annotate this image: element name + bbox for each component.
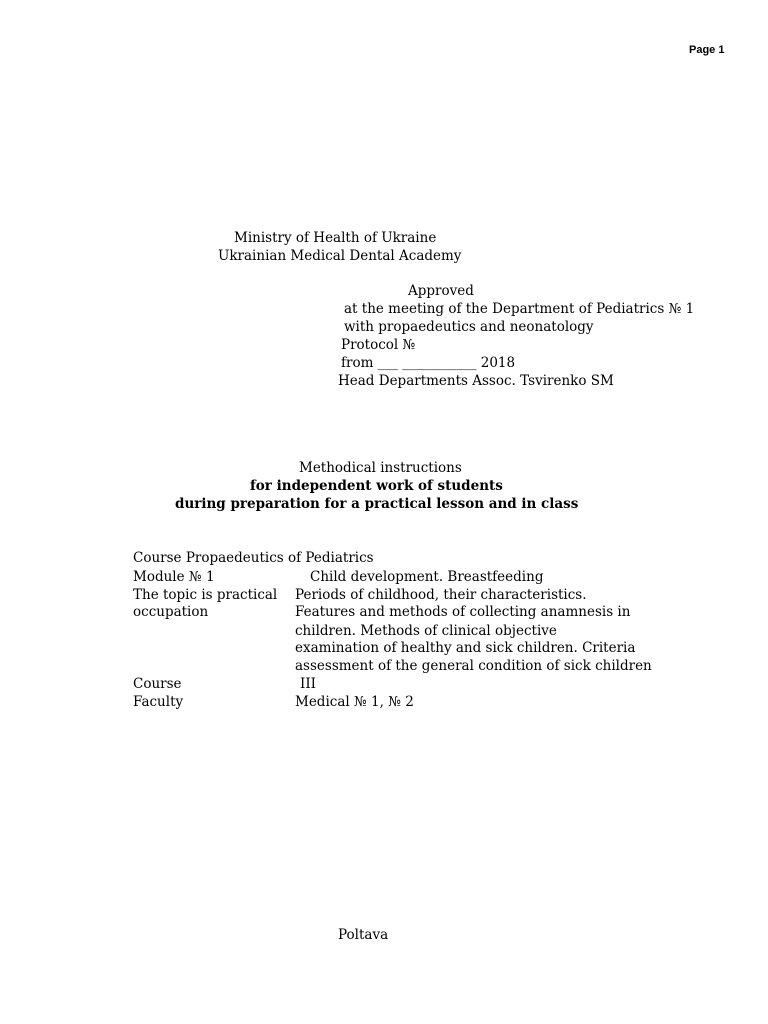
approval-head: Head Departments Assoc. Tsvirenko SM xyxy=(338,373,614,389)
topic-line: assessment of the general condition of sick children xyxy=(295,658,652,674)
approval-date: from ___ ___________ 2018 xyxy=(341,355,516,371)
approval-protocol: Protocol № xyxy=(341,337,416,353)
page-number: Page 1 xyxy=(689,44,725,56)
topic-line: Periods of childhood, their characteristics. xyxy=(295,587,587,603)
course-value: III xyxy=(300,676,316,692)
approval-meeting: at the meeting of the Department of Pediatrics № 1 xyxy=(344,301,695,317)
topic-label-2: occupation xyxy=(133,604,209,620)
approved-heading: Approved xyxy=(408,283,474,299)
faculty-label: Faculty xyxy=(133,694,184,710)
academy-title: Ukrainian Medical Dental Academy xyxy=(218,248,462,264)
instructions-subtitle-2: during preparation for a practical lesson and in class xyxy=(175,496,579,512)
topic-label: The topic is practical xyxy=(133,587,278,603)
approval-department: with propaedeutics and neonatology xyxy=(344,319,594,335)
faculty-value: Medical № 1, № 2 xyxy=(295,694,414,710)
module-label: Module № 1 xyxy=(133,569,215,585)
module-value: Child development. Breastfeeding xyxy=(310,569,544,585)
topic-line: examination of healthy and sick children. Criteria xyxy=(295,640,636,656)
topic-line: Features and methods of collecting anamnesis in xyxy=(295,604,631,620)
course-subject: Course Propaedeutics of Pediatrics xyxy=(133,550,374,566)
course-label: Course xyxy=(133,676,182,692)
topic-line: children. Methods of clinical objective xyxy=(295,623,557,639)
city-name: Poltava xyxy=(338,927,389,943)
instructions-subtitle: for independent work of students xyxy=(250,478,503,494)
instructions-title: Methodical instructions xyxy=(299,460,462,476)
ministry-title: Ministry of Health of Ukraine xyxy=(234,230,437,246)
